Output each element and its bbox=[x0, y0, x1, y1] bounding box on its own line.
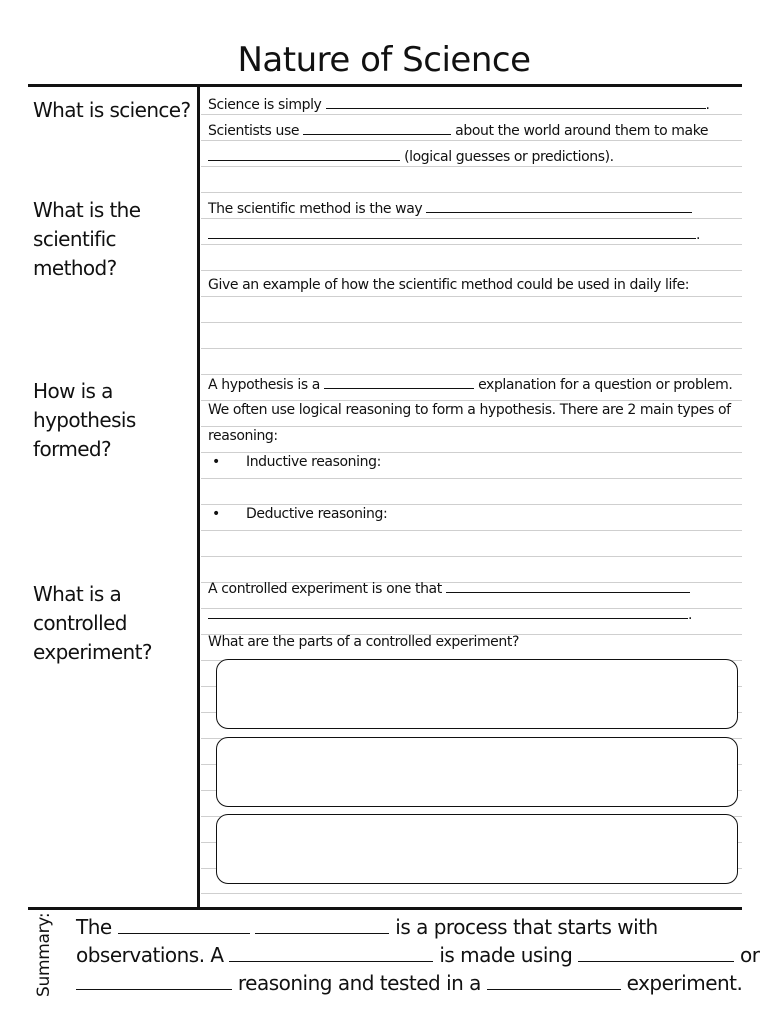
summary-blank-4[interactable] bbox=[578, 945, 734, 962]
summary-blank-5[interactable] bbox=[76, 973, 232, 990]
experiment-part-box-1[interactable] bbox=[216, 659, 738, 729]
page-title: Nature of Science bbox=[237, 40, 531, 80]
column-divider bbox=[197, 86, 200, 908]
bullet-inductive: • Inductive reasoning: bbox=[212, 454, 381, 470]
experiment-part-box-3[interactable] bbox=[216, 814, 738, 884]
top-rule bbox=[28, 84, 742, 87]
hypothesis-line-2: We often use logical reasoning to form a hypothesis. There are 2 main types of bbox=[208, 402, 731, 418]
summary-blank-6[interactable] bbox=[487, 973, 621, 990]
summary-label: Summary: bbox=[34, 912, 54, 997]
hypothesis-line-1: A hypothesis is a explanation for a question or problem. bbox=[208, 377, 733, 393]
hypothesis-line-3: reasoning: bbox=[208, 428, 278, 444]
summary-line-2: observations. A is made using or bbox=[76, 943, 760, 967]
science-line-1: Science is simply . bbox=[208, 97, 710, 113]
experiment-part-box-2[interactable] bbox=[216, 737, 738, 807]
method-blank-1[interactable] bbox=[426, 200, 692, 213]
bottom-rule bbox=[28, 907, 742, 910]
summary-line-3: reasoning and tested in a experiment. bbox=[76, 971, 742, 995]
experiment-line-2: . bbox=[208, 606, 692, 623]
summary-blank-3[interactable] bbox=[229, 945, 433, 962]
method-example-prompt: Give an example of how the scientific method could be used in daily life: bbox=[208, 277, 690, 293]
bullet-deductive: • Deductive reasoning: bbox=[212, 506, 388, 522]
question-controlled-experiment: What is a controlled experiment? bbox=[33, 582, 152, 664]
method-line-1: The scientific method is the way bbox=[208, 200, 692, 217]
science-line-2: Scientists use about the world around them to make bbox=[208, 123, 709, 139]
hypothesis-blank-1[interactable] bbox=[324, 376, 474, 389]
method-blank-2[interactable] bbox=[208, 226, 696, 239]
summary-blank-1[interactable] bbox=[118, 917, 250, 934]
summary-blank-2[interactable] bbox=[255, 917, 389, 934]
question-what-is-science: What is science? bbox=[33, 98, 191, 122]
science-blank-1[interactable] bbox=[326, 96, 706, 109]
experiment-parts-prompt: What are the parts of a controlled experiment? bbox=[208, 634, 519, 650]
science-blank-3[interactable] bbox=[208, 148, 400, 161]
question-scientific-method: What is the scientific method? bbox=[33, 198, 141, 280]
science-line-3: (logical guesses or predictions). bbox=[208, 148, 614, 165]
experiment-blank-1[interactable] bbox=[446, 580, 690, 593]
question-hypothesis: How is a hypothesis formed? bbox=[33, 379, 136, 461]
method-line-2: . bbox=[208, 226, 700, 243]
summary-line-1: The is a process that starts with bbox=[76, 915, 658, 939]
experiment-line-1: A controlled experiment is one that bbox=[208, 580, 690, 597]
science-blank-2[interactable] bbox=[303, 122, 451, 135]
experiment-blank-2[interactable] bbox=[208, 606, 688, 619]
